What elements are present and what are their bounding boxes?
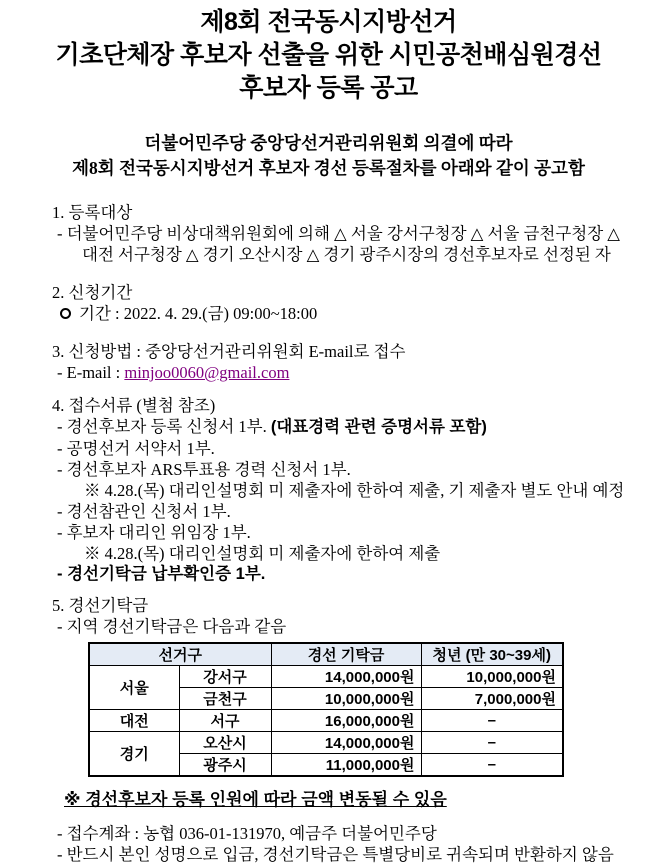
submission-note-1: ※ 4.28.(목) 대리인설명회 미 제출자에 한하여 제출, 기 제출자 별도 안내 예정 xyxy=(84,481,625,500)
document-title xyxy=(0,0,657,105)
table-row xyxy=(89,732,563,754)
section-1-item-continued: 대전 서구청장 △ 경기 오산시장 △ 경기 광주시장의 경선후보자로 선정된 자 xyxy=(82,245,611,264)
deposit-table xyxy=(88,642,564,777)
deposit-cell: 11,000,000원 xyxy=(271,754,421,777)
submission-note-2: ※ 4.28.(목) 대리인설명회 미 제출자에 한하여 제출 xyxy=(84,544,441,563)
section-1-heading: 1. 등록대상 xyxy=(52,203,133,222)
section-2-heading: 2. 신청기간 xyxy=(52,283,133,302)
deposit-intro: - 지역 경선기탁금은 다음과 같음 xyxy=(57,617,287,636)
section-5-heading: 5. 경선기탁금 xyxy=(52,596,149,615)
youth-deposit-cell: – xyxy=(421,732,563,754)
document-item-1-emphasis: (대표경력 관련 증명서류 포함) xyxy=(270,418,487,436)
deposit-cell: 16,000,000원 xyxy=(271,710,421,732)
section-1-item: - 더불어민주당 비상대책위원회에 의해 △ 서울 강서구청장 △ 서울 금천구청장 △ xyxy=(57,224,620,243)
district-cell: 강서구 xyxy=(179,666,271,688)
col-header-youth: 청년 (만 30~39세) xyxy=(421,643,563,666)
document-item-1-text: - 경선후보자 등록 신청서 1부. xyxy=(57,417,271,436)
refund-policy-line: - 반드시 본인 성명으로 입금, 경선기탁금은 특별당비로 귀속되며 반환하지 않음 xyxy=(57,845,614,864)
title-line-2: 기초단체장 후보자 선출을 위한 시민공천배심원경선 xyxy=(55,41,602,69)
document-item-3: - 경선후보자 ARS투표용 경력 신청서 1부. xyxy=(57,460,351,479)
document-item-4: - 경선참관인 신청서 1부. xyxy=(57,502,231,521)
table-row xyxy=(89,666,563,688)
table-header-row xyxy=(89,643,563,666)
deposit-cell: 10,000,000원 xyxy=(271,688,421,710)
title-line-1: 제8회 전국동시지방선거 xyxy=(200,8,457,36)
deposit-change-note: ※ 경선후보자 등록 인원에 따라 금액 변동될 수 있음 xyxy=(64,790,447,809)
youth-deposit-cell: 7,000,000원 xyxy=(421,688,563,710)
col-header-deposit: 경선 기탁금 xyxy=(271,643,421,666)
section-4-heading: 4. 접수서류 (별첨 참조) xyxy=(52,396,216,415)
document-item-1 xyxy=(52,416,643,438)
district-cell: 광주시 xyxy=(179,754,271,777)
col-header-district: 선거구 xyxy=(89,643,271,666)
circle-bullet-icon xyxy=(60,308,71,319)
district-cell: 금천구 xyxy=(179,688,271,710)
subtitle-line-2: 제8회 전국동시지방선거 후보자 경선 등록절차를 아래와 같이 공고함 xyxy=(72,158,585,178)
document-item-5: - 후보자 대리인 위임장 1부. xyxy=(57,523,251,542)
region-cell: 경기 xyxy=(89,732,179,777)
youth-deposit-cell: 10,000,000원 xyxy=(421,666,563,688)
subtitle-line-1: 더불어민주당 중앙당선거관리위원회 의결에 따라 xyxy=(144,133,513,153)
document-subtitle xyxy=(0,131,657,181)
region-cell: 대전 xyxy=(89,710,179,732)
deposit-cell: 14,000,000원 xyxy=(271,732,421,754)
bank-account-line: - 접수계좌 : 농협 036-01-131970, 예금주 더불어민주당 xyxy=(57,824,437,843)
footer-notes xyxy=(52,823,643,865)
youth-deposit-cell: – xyxy=(421,710,563,732)
email-link[interactable]: minjoo0060@gmail.com xyxy=(124,363,290,382)
table-row xyxy=(89,710,563,732)
document-item-2: - 공명선거 서약서 1부. xyxy=(57,439,215,458)
document-item-6: - 경선기탁금 납부확인증 1부. xyxy=(57,565,266,583)
email-line xyxy=(52,362,643,383)
application-period: 기간 : 2022. 4. 29.(금) 09:00~18:00 xyxy=(79,304,318,323)
deposit-cell: 14,000,000원 xyxy=(271,666,421,688)
region-cell: 서울 xyxy=(89,666,179,710)
district-cell: 서구 xyxy=(179,710,271,732)
district-cell: 오산시 xyxy=(179,732,271,754)
document-body xyxy=(0,202,657,865)
application-period-line xyxy=(52,303,643,324)
section-3-heading: 3. 신청방법 : 중앙당선거관리위원회 E-mail로 접수 xyxy=(52,342,406,361)
youth-deposit-cell: – xyxy=(421,754,563,777)
email-label: - E-mail : xyxy=(57,363,125,382)
title-line-3: 후보자 등록 공고 xyxy=(239,74,418,102)
